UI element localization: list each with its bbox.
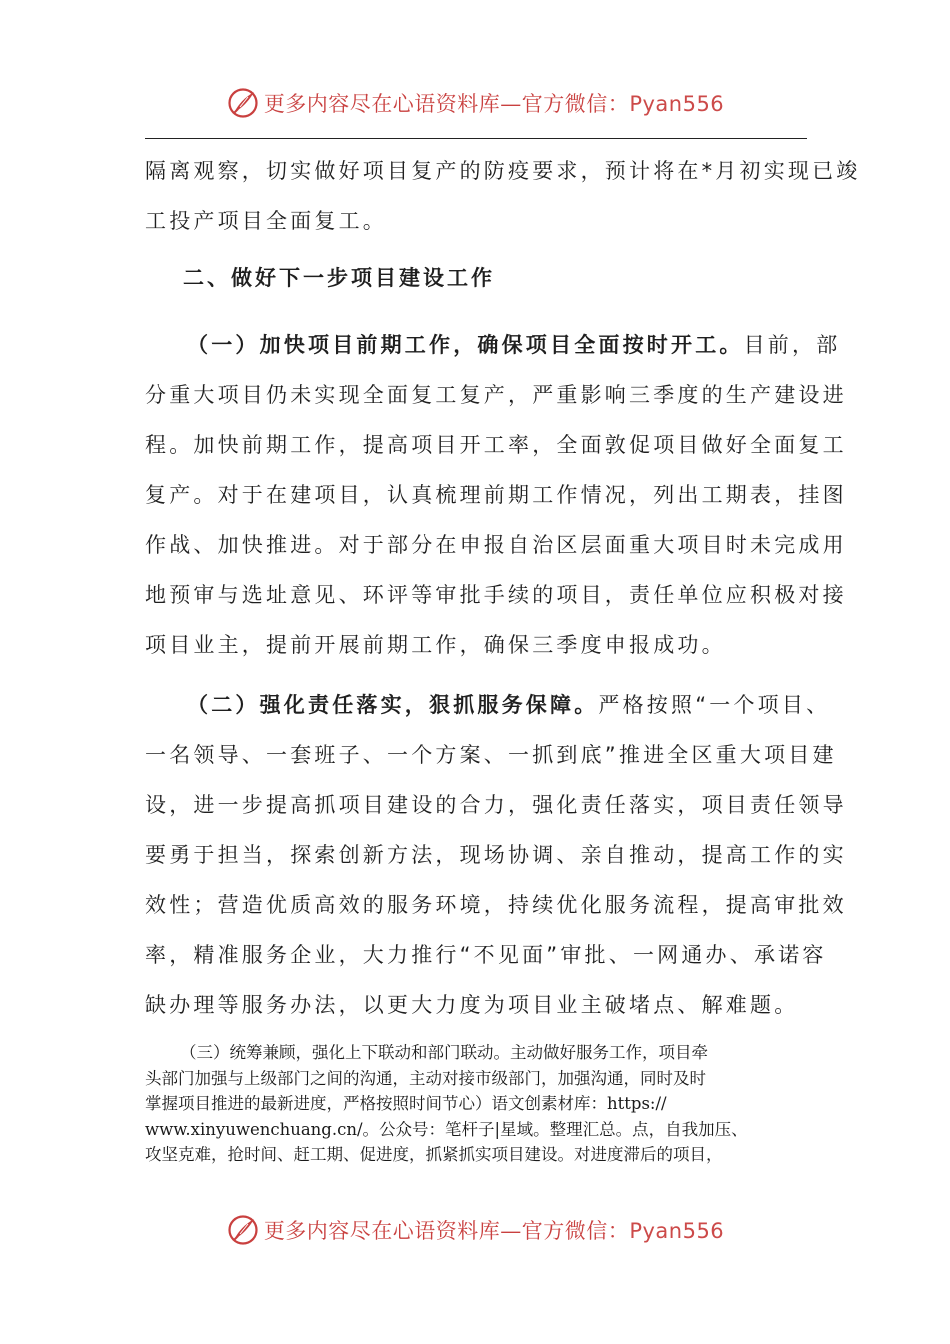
text-line: 分重大项目仍未实现全面复工复产，严重影响三季度的生产建设进 [145,383,847,407]
paragraph-3 [145,1040,825,1168]
text-line: 头部门加强与上级部门之间的沟通，主动对接市级部门，加强沟通，同时及时 [145,1068,706,1088]
text-line: 掌握项目推进的最新进度，严格按照时间节心）语文创素材库：https:// [145,1094,667,1113]
text-line: 一名领导、一套班子、一个方案、一抓到底”推进全区重大项目建 [145,743,837,767]
text-line: 隔离观察，切实做好项目复产的防疫要求，预计将在*月初实现已竣 [145,159,861,183]
text-line: 工投产项目全面复工。 [145,209,387,233]
header-banner-label: 更多内容尽在心语资料库—官方微信：Pyan556 [263,92,725,116]
quill-logo-icon [226,1213,260,1247]
text-line: 率，精准服务企业，大力推行“不见面”审批、一网通办、承诺容 [145,943,827,967]
text-line: 作战、加快推进。对于部分在申报自治区层面重大项目时未完成用 [145,533,847,557]
text-line: 攻坚克难，抢时间、赶工期、促进度，抓紧抓实项目建设。对进度滞后的项目， [145,1145,723,1164]
text-line: 要勇于担当，探索创新方法，现场协调、亲自推动，提高工作的实 [145,843,847,867]
text-line: 缺办理等服务办法，以更大力度为项目业主破堵点、解难题。 [145,993,799,1017]
text-line: 效性；营造优质高效的服务环境，持续优化服务流程，提高审批效 [145,893,847,917]
paragraph-lead: （二）强化责任落实，狠抓服务保障。 [187,693,599,717]
wechat-id: Pyan556 [629,92,725,116]
paragraph-1 [145,320,847,670]
text-line: 复产。对于在建项目，认真梳理前期工作情况，列出工期表，挂图 [145,483,847,507]
text-line: 程。加快前期工作，提高项目开工率，全面敦促项目做好全面复工 [145,433,847,457]
paragraph-lead: （一）加快项目前期工作，确保项目全面按时开工。 [187,333,744,357]
text-line: （三）统筹兼顾，强化上下联动和部门联动。主动做好服务工作，项目牵 [180,1043,708,1062]
text-line: 地预审与选址意见、环评等审批手续的项目，责任单位应积极对接 [145,583,847,607]
paragraph-2 [145,680,847,1030]
section-heading: 二、做好下一步项目建设工作 [183,266,495,290]
footer-banner [0,1207,950,1253]
text-line: 设，进一步提高抓项目建设的合力，强化责任落实，项目责任领导 [145,793,847,817]
wechat-id: Pyan556 [629,1219,725,1243]
text-line: 项目业主，提前开展前期工作，确保三季度申报成功。 [145,633,726,657]
footer-banner-label: 更多内容尽在心语资料库—官方微信：Pyan556 [263,1219,725,1243]
header-banner [0,80,950,126]
text-line: （二）强化责任落实，狠抓服务保障。严格按照“一个项目、 [187,693,831,717]
text-line: （一）加快项目前期工作，确保项目全面按时开工。目前，部 [187,333,841,357]
quill-logo-icon [226,86,260,120]
header-divider [145,138,807,139]
text-line: www.xinyuwenchuang.cn/。公众号：笔杆子|星域。整理汇总。点，自我加压、 [145,1119,748,1139]
intro-paragraph [145,146,861,246]
